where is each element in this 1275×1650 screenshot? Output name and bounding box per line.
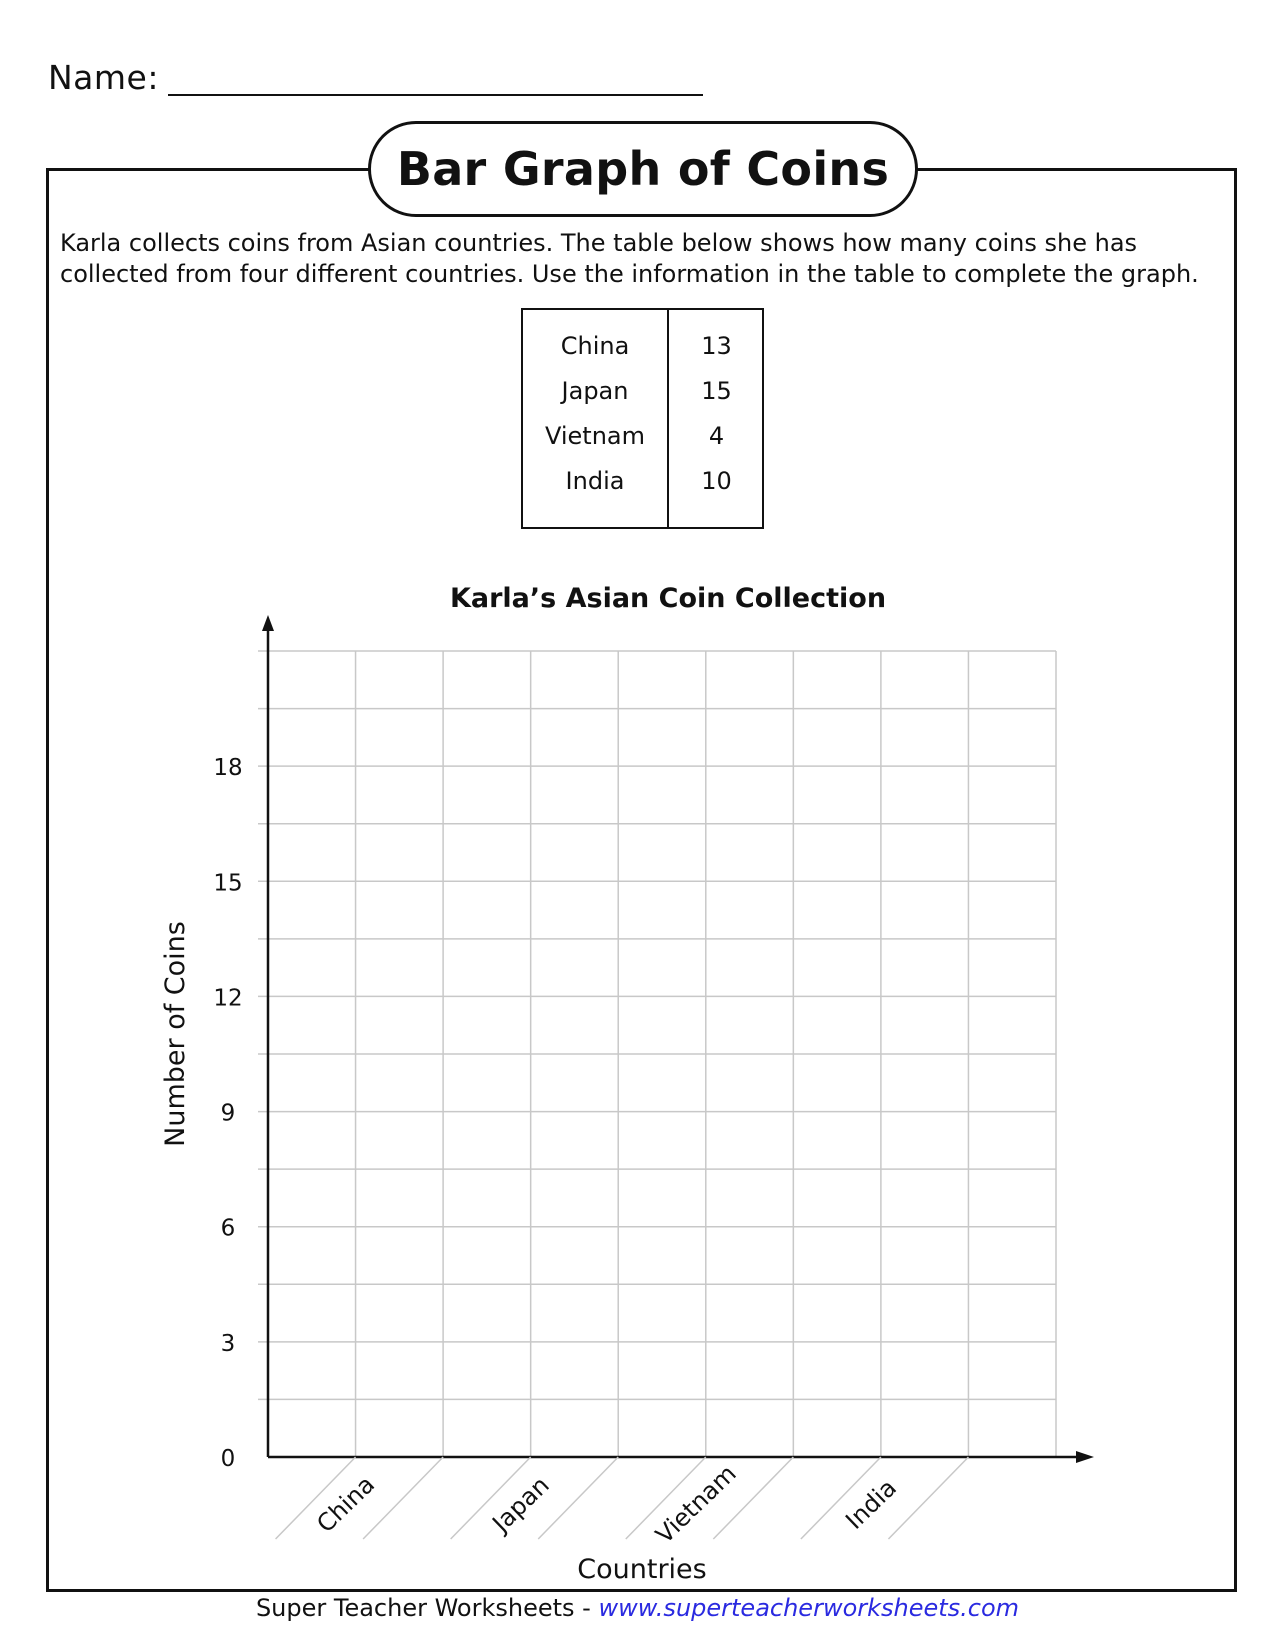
chart-axes — [262, 615, 1094, 1463]
table-count-india: 10 — [701, 467, 732, 495]
x-category-label: China — [311, 1470, 381, 1539]
chart-grid — [258, 651, 1056, 1457]
y-tick-label: 12 — [213, 985, 243, 1012]
footer-brand: Super Teacher Worksheets - — [255, 1594, 599, 1622]
instructions-text: Karla collects coins from Asian countries. The table below shows how many coins she has collected from four different countries. Use the information in the table to complete the graph. — [60, 229, 1199, 288]
footer-url[interactable]: www.superteacherworksheets.com — [598, 1594, 1020, 1622]
chart-title: Karla’s Asian Coin Collection — [449, 583, 887, 614]
y-tick-label: 15 — [213, 870, 243, 897]
table-count-china: 13 — [701, 332, 732, 360]
y-tick-label: 6 — [220, 1215, 236, 1242]
y-tick-label: 0 — [220, 1446, 236, 1472]
table-count-vietnam: 4 — [708, 422, 725, 450]
category-slot-line — [363, 1457, 443, 1539]
x-axis-label: Countries — [577, 1554, 707, 1585]
y-tick-labels — [213, 755, 242, 1472]
table-country-japan: Japan — [561, 377, 629, 405]
y-tick-label: 9 — [220, 1100, 236, 1127]
x-axis-arrow-icon — [1076, 1451, 1094, 1463]
table-country-india: India — [565, 467, 625, 495]
y-axis-label: Number of Coins — [160, 921, 191, 1147]
category-slot-line — [888, 1457, 968, 1539]
x-category-label: Vietnam — [650, 1459, 742, 1550]
page-title: Bar Graph of Coins — [396, 142, 890, 196]
y-axis-arrow-icon — [262, 615, 274, 631]
table-country-vietnam: Vietnam — [544, 422, 646, 450]
category-slot-line — [538, 1457, 618, 1539]
footer — [0, 1594, 1275, 1622]
y-tick-label: 18 — [213, 755, 243, 782]
x-category-label: India — [840, 1473, 903, 1535]
x-category-area — [276, 1457, 969, 1549]
x-category-label: Japan — [487, 1470, 555, 1538]
y-tick-label: 3 — [220, 1330, 236, 1357]
name-label: Name: — [48, 58, 159, 97]
table-country-china: China — [560, 332, 630, 360]
table-count-japan: 15 — [701, 377, 732, 405]
